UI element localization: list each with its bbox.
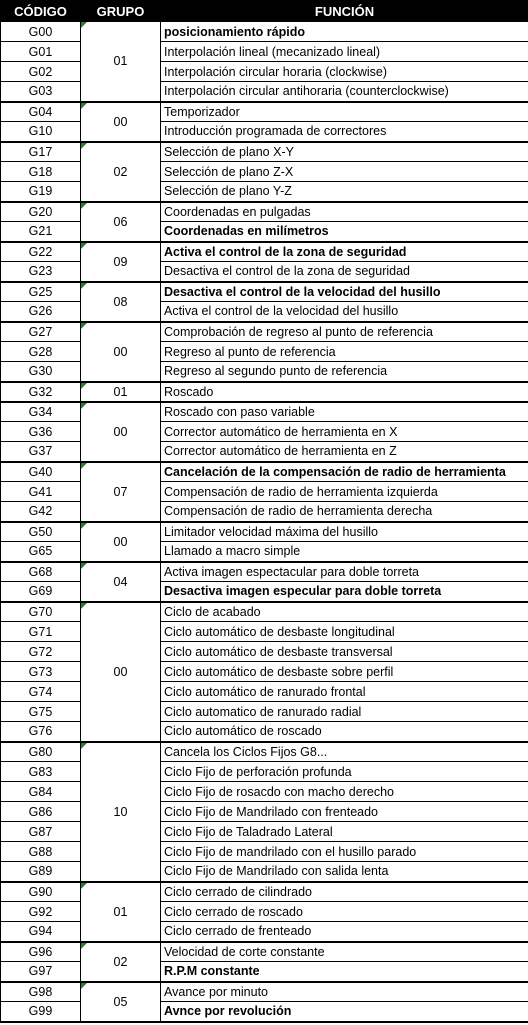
function-cell: Ciclo Fijo de Mandrilado con frenteado <box>161 802 528 822</box>
function-cell: Ciclo cerrado de cilindrado <box>161 882 528 902</box>
group-cell: 00 <box>81 102 161 142</box>
code-cell: G18 <box>1 162 81 182</box>
group-cell: 01 <box>81 22 161 102</box>
code-cell: G88 <box>1 842 81 862</box>
group-cell: 00 <box>81 402 161 462</box>
code-cell: G20 <box>1 202 81 222</box>
code-cell: G97 <box>1 962 81 982</box>
table-row <box>1 562 528 582</box>
table-row <box>1 382 528 402</box>
function-cell: Roscado <box>161 382 528 402</box>
code-cell: G71 <box>1 622 81 642</box>
code-cell: G03 <box>1 82 81 102</box>
table-row <box>1 102 528 122</box>
header-row <box>1 1 528 22</box>
function-cell: Ciclo Fijo de perforación profunda <box>161 762 528 782</box>
function-cell: Compensación de radio de herramienta izquierda <box>161 482 528 502</box>
code-cell: G89 <box>1 862 81 882</box>
function-cell: Coordenadas en pulgadas <box>161 202 528 222</box>
code-cell: G40 <box>1 462 81 482</box>
function-cell: Desactiva imagen especular para doble torreta <box>161 582 528 602</box>
code-cell: G99 <box>1 1002 81 1022</box>
function-cell: Interpolación lineal (mecanizado lineal) <box>161 42 528 62</box>
code-cell: G26 <box>1 302 81 322</box>
group-cell: 07 <box>81 462 161 522</box>
code-cell: G04 <box>1 102 81 122</box>
function-cell: Ciclo de acabado <box>161 602 528 622</box>
function-cell: Regreso al punto de referencia <box>161 342 528 362</box>
code-cell: G68 <box>1 562 81 582</box>
table-row <box>1 462 528 482</box>
code-cell: G50 <box>1 522 81 542</box>
code-cell: G98 <box>1 982 81 1002</box>
code-cell: G32 <box>1 382 81 402</box>
code-cell: G22 <box>1 242 81 262</box>
group-cell: 10 <box>81 742 161 882</box>
code-cell: G75 <box>1 702 81 722</box>
group-cell: 02 <box>81 942 161 982</box>
code-cell: G65 <box>1 542 81 562</box>
function-cell: Selección de plano Z-X <box>161 162 528 182</box>
function-cell: Activa imagen espectacular para doble torreta <box>161 562 528 582</box>
function-cell: Ciclo automatico de ranurado radial <box>161 702 528 722</box>
table-body <box>1 22 528 1022</box>
code-cell: G42 <box>1 502 81 522</box>
function-cell: Activa el control de la velocidad del husillo <box>161 302 528 322</box>
table-header <box>1 1 528 22</box>
function-cell: Llamado a macro simple <box>161 542 528 562</box>
function-cell: Ciclo automático de desbaste transversal <box>161 642 528 662</box>
code-cell: G30 <box>1 362 81 382</box>
function-cell: Ciclo automático de ranurado frontal <box>161 682 528 702</box>
table-row <box>1 522 528 542</box>
code-cell: G96 <box>1 942 81 962</box>
code-cell: G41 <box>1 482 81 502</box>
code-cell: G84 <box>1 782 81 802</box>
code-cell: G80 <box>1 742 81 762</box>
code-cell: G70 <box>1 602 81 622</box>
function-cell: Ciclo cerrado de frenteado <box>161 922 528 942</box>
function-cell: Corrector automático de herramienta en X <box>161 422 528 442</box>
table-row <box>1 882 528 902</box>
code-cell: G21 <box>1 222 81 242</box>
function-cell: Ciclo automático de roscado <box>161 722 528 742</box>
table-row <box>1 942 528 962</box>
code-cell: G10 <box>1 122 81 142</box>
group-cell: 09 <box>81 242 161 282</box>
code-cell: G92 <box>1 902 81 922</box>
function-cell: Selección de plano X-Y <box>161 142 528 162</box>
function-cell: Activa el control de la zona de seguridad <box>161 242 528 262</box>
code-cell: G37 <box>1 442 81 462</box>
function-cell: Selección de plano Y-Z <box>161 182 528 202</box>
function-cell: Desactiva el control de la zona de seguridad <box>161 262 528 282</box>
code-cell: G69 <box>1 582 81 602</box>
code-cell: G27 <box>1 322 81 342</box>
function-cell: Avnce por revolución <box>161 1002 528 1022</box>
group-cell: 08 <box>81 282 161 322</box>
group-cell: 04 <box>81 562 161 602</box>
code-cell: G25 <box>1 282 81 302</box>
table-row <box>1 322 528 342</box>
group-cell: 05 <box>81 982 161 1022</box>
function-cell: Velocidad de corte constante <box>161 942 528 962</box>
code-cell: G00 <box>1 22 81 42</box>
code-cell: G83 <box>1 762 81 782</box>
function-cell: R.P.M constante <box>161 962 528 982</box>
function-cell: Ciclo Fijo de mandrilado con el husillo parado <box>161 842 528 862</box>
function-cell: Introducción programada de correctores <box>161 122 528 142</box>
table-row <box>1 282 528 302</box>
table-row <box>1 202 528 222</box>
table-row <box>1 242 528 262</box>
group-cell: 01 <box>81 382 161 402</box>
code-cell: G94 <box>1 922 81 942</box>
code-cell: G73 <box>1 662 81 682</box>
function-cell: Temporizador <box>161 102 528 122</box>
function-cell: Ciclo Fijo de rosacdo con macho derecho <box>161 782 528 802</box>
function-cell: Interpolación circular horaria (clockwise) <box>161 62 528 82</box>
function-cell: Interpolación circular antihoraria (counterclockwise) <box>161 82 528 102</box>
header-group: GRUPO <box>81 1 161 22</box>
function-cell: Limitador velocidad máxima del husillo <box>161 522 528 542</box>
function-cell: Compensación de radio de herramienta derecha <box>161 502 528 522</box>
function-cell: Ciclo Fijo de Taladrado Lateral <box>161 822 528 842</box>
code-cell: G74 <box>1 682 81 702</box>
group-cell: 06 <box>81 202 161 242</box>
code-cell: G23 <box>1 262 81 282</box>
code-cell: G34 <box>1 402 81 422</box>
function-cell: Roscado con paso variable <box>161 402 528 422</box>
function-cell: posicionamiento rápido <box>161 22 528 42</box>
table-row <box>1 982 528 1002</box>
function-cell: Corrector automático de herramienta en Z <box>161 442 528 462</box>
function-cell: Ciclo Fijo de Mandrilado con salida lenta <box>161 862 528 882</box>
code-cell: G87 <box>1 822 81 842</box>
code-cell: G86 <box>1 802 81 822</box>
code-cell: G36 <box>1 422 81 442</box>
table-row <box>1 602 528 622</box>
function-cell: Desactiva el control de la velocidad del husillo <box>161 282 528 302</box>
table-row <box>1 402 528 422</box>
code-cell: G17 <box>1 142 81 162</box>
code-cell: G90 <box>1 882 81 902</box>
function-cell: Cancela los Ciclos Fijos G8... <box>161 742 528 762</box>
function-cell: Ciclo cerrado de roscado <box>161 902 528 922</box>
function-cell: Coordenadas en milímetros <box>161 222 528 242</box>
group-cell: 01 <box>81 882 161 942</box>
header-code: CÓDIGO <box>1 1 81 22</box>
code-cell: G19 <box>1 182 81 202</box>
table-row <box>1 142 528 162</box>
code-cell: G76 <box>1 722 81 742</box>
table-row <box>1 742 528 762</box>
function-cell: Ciclo automático de desbaste sobre perfil <box>161 662 528 682</box>
group-cell: 02 <box>81 142 161 202</box>
function-cell: Regreso al segundo punto de referencia <box>161 362 528 382</box>
header-function: FUNCIÓN <box>161 1 528 22</box>
group-cell: 00 <box>81 322 161 382</box>
group-cell: 00 <box>81 522 161 562</box>
code-cell: G72 <box>1 642 81 662</box>
code-cell: G02 <box>1 62 81 82</box>
function-cell: Ciclo automático de desbaste longitudinal <box>161 622 528 642</box>
function-cell: Cancelación de la compensación de radio de herramienta <box>161 462 528 482</box>
code-cell: G01 <box>1 42 81 62</box>
code-cell: G28 <box>1 342 81 362</box>
table-row <box>1 22 528 42</box>
function-cell: Avance por minuto <box>161 982 528 1002</box>
function-cell: Comprobación de regreso al punto de referencia <box>161 322 528 342</box>
group-cell: 00 <box>81 602 161 742</box>
